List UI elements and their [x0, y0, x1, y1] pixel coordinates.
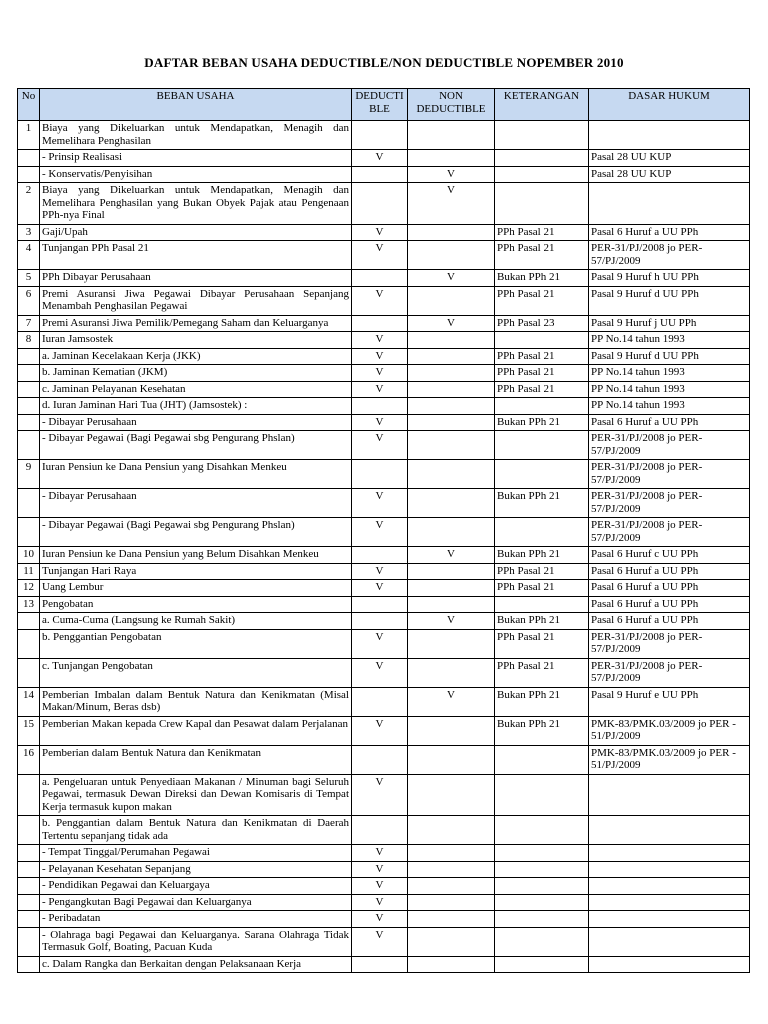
row-number [18, 894, 40, 911]
table-row [18, 431, 750, 460]
row-number [18, 398, 40, 415]
non-deductible-cell [408, 121, 495, 150]
keterangan-cell: PPh Pasal 21 [495, 563, 589, 580]
non-deductible-cell [408, 365, 495, 382]
non-deductible-cell [408, 878, 495, 895]
dasar-hukum-cell: Pasal 6 Huruf a UU PPh [589, 414, 750, 431]
dasar-hukum-cell: Pasal 9 Huruf h UU PPh [589, 270, 750, 287]
keterangan-cell: Bukan PPh 21 [495, 716, 589, 745]
dasar-hukum-cell: PP No.14 tahun 1993 [589, 332, 750, 349]
row-number: 13 [18, 596, 40, 613]
keterangan-cell: PPh Pasal 21 [495, 241, 589, 270]
keterangan-cell: PPh Pasal 21 [495, 381, 589, 398]
non-deductible-cell [408, 224, 495, 241]
deductible-cell: V [352, 241, 408, 270]
keterangan-cell [495, 150, 589, 167]
keterangan-cell [495, 816, 589, 845]
row-number [18, 911, 40, 928]
table-row [18, 716, 750, 745]
non-deductible-cell: V [408, 687, 495, 716]
beban-usaha-cell: Iuran Jamsostek [40, 332, 352, 349]
beban-usaha-cell: Gaji/Upah [40, 224, 352, 241]
dasar-hukum-cell: Pasal 9 Huruf j UU PPh [589, 315, 750, 332]
deductible-cell [352, 687, 408, 716]
dasar-hukum-cell [589, 956, 750, 973]
table-row [18, 414, 750, 431]
keterangan-cell [495, 460, 589, 489]
deductible-cell [352, 745, 408, 774]
row-number [18, 816, 40, 845]
non-deductible-cell [408, 241, 495, 270]
deductible-cell: V [352, 878, 408, 895]
row-number: 15 [18, 716, 40, 745]
beban-usaha-cell: - Tempat Tinggal/Perumahan Pegawai [40, 845, 352, 862]
row-number [18, 166, 40, 183]
beban-usaha-cell: - Dibayar Perusahaan [40, 414, 352, 431]
row-number [18, 878, 40, 895]
beban-usaha-cell: Pengobatan [40, 596, 352, 613]
dasar-hukum-cell [589, 894, 750, 911]
keterangan-cell [495, 121, 589, 150]
table-row [18, 547, 750, 564]
deductible-cell: V [352, 911, 408, 928]
table-row [18, 878, 750, 895]
keterangan-cell [495, 596, 589, 613]
deductible-cell: V [352, 365, 408, 382]
deductible-cell: V [352, 861, 408, 878]
row-number: 8 [18, 332, 40, 349]
beban-usaha-cell: Iuran Pensiun ke Dana Pensiun yang Belum Disahkan Menkeu [40, 547, 352, 564]
dasar-hukum-cell [589, 878, 750, 895]
dasar-hukum-cell: PMK-83/PMK.03/2009 jo PER - 51/PJ/2009 [589, 716, 750, 745]
non-deductible-cell [408, 460, 495, 489]
beban-usaha-cell: Tunjangan Hari Raya [40, 563, 352, 580]
deductible-cell [352, 183, 408, 225]
table-row [18, 596, 750, 613]
non-deductible-cell: V [408, 547, 495, 564]
deductible-cell [352, 270, 408, 287]
row-number [18, 489, 40, 518]
table-row [18, 911, 750, 928]
non-deductible-cell [408, 894, 495, 911]
dasar-hukum-cell [589, 183, 750, 225]
dasar-hukum-cell [589, 121, 750, 150]
keterangan-cell [495, 861, 589, 878]
table-row [18, 121, 750, 150]
table-body [18, 121, 750, 973]
dasar-hukum-cell: Pasal 9 Huruf e UU PPh [589, 687, 750, 716]
header-keterangan: KETERANGAN [495, 89, 589, 121]
non-deductible-cell [408, 431, 495, 460]
table-row [18, 270, 750, 287]
table-row [18, 286, 750, 315]
beban-usaha-cell: b. Penggantian Pengobatan [40, 629, 352, 658]
keterangan-cell [495, 956, 589, 973]
non-deductible-cell [408, 927, 495, 956]
header-deductible: DEDUCTI BLE [352, 89, 408, 121]
row-number [18, 774, 40, 816]
beban-usaha-cell: a. Cuma-Cuma (Langsung ke Rumah Sakit) [40, 613, 352, 630]
non-deductible-cell [408, 861, 495, 878]
non-deductible-cell [408, 332, 495, 349]
beban-usaha-cell: - Peribadatan [40, 911, 352, 928]
deductible-cell: V [352, 580, 408, 597]
beban-usaha-cell: - Konservatis/Penyisihan [40, 166, 352, 183]
beban-usaha-cell: PPh Dibayar Perusahaan [40, 270, 352, 287]
row-number [18, 861, 40, 878]
row-number: 7 [18, 315, 40, 332]
beban-usaha-cell: Pemberian Makan kepada Crew Kapal dan Pesawat dalam Perjalanan [40, 716, 352, 745]
keterangan-cell [495, 332, 589, 349]
table-row [18, 927, 750, 956]
deductible-cell [352, 166, 408, 183]
beban-usaha-cell: Pemberian dalam Bentuk Natura dan Kenikmatan [40, 745, 352, 774]
keterangan-cell [495, 745, 589, 774]
table-row [18, 365, 750, 382]
table-row [18, 150, 750, 167]
keterangan-cell: PPh Pasal 21 [495, 348, 589, 365]
deductible-cell: V [352, 845, 408, 862]
header-non-deductible: NON DEDUCTIBLE [408, 89, 495, 121]
row-number: 4 [18, 241, 40, 270]
deductible-cell [352, 816, 408, 845]
dasar-hukum-cell: PP No.14 tahun 1993 [589, 381, 750, 398]
table-row [18, 613, 750, 630]
dasar-hukum-cell: PER-31/PJ/2008 jo PER-57/PJ/2009 [589, 518, 750, 547]
beban-usaha-cell: - Prinsip Realisasi [40, 150, 352, 167]
keterangan-cell [495, 166, 589, 183]
deductible-cell: V [352, 658, 408, 687]
keterangan-cell: PPh Pasal 21 [495, 286, 589, 315]
deductible-cell: V [352, 774, 408, 816]
keterangan-cell: Bukan PPh 21 [495, 547, 589, 564]
beban-usaha-cell: - Pendidikan Pegawai dan Keluargaya [40, 878, 352, 895]
deductible-cell: V [352, 150, 408, 167]
row-number: 6 [18, 286, 40, 315]
table-row [18, 580, 750, 597]
deductible-cell [352, 956, 408, 973]
beban-usaha-cell: Biaya yang Dikeluarkan untuk Mendapatkan, Menagih dan Memelihara Penghasilan yang Bukan Obyek Pajak atau Pengenaan PPh-nya Final [40, 183, 352, 225]
deductible-cell: V [352, 381, 408, 398]
non-deductible-cell [408, 150, 495, 167]
beban-usaha-cell: b. Jaminan Kematian (JKM) [40, 365, 352, 382]
beban-usaha-cell: - Dibayar Perusahaan [40, 489, 352, 518]
beban-usaha-cell: Premi Asuransi Jiwa Pegawai Dibayar Perusahaan Sepanjang Menambah Penghasilan Pegawai [40, 286, 352, 315]
row-number [18, 629, 40, 658]
beban-usaha-cell: b. Penggantian dalam Bentuk Natura dan Kenikmatan di Daerah Tertentu sepanjang tidak ada [40, 816, 352, 845]
deductible-cell: V [352, 489, 408, 518]
table-header-row [18, 89, 750, 121]
table-row [18, 315, 750, 332]
table-row [18, 166, 750, 183]
keterangan-cell: PPh Pasal 23 [495, 315, 589, 332]
row-number [18, 845, 40, 862]
non-deductible-cell [408, 563, 495, 580]
non-deductible-cell [408, 745, 495, 774]
beban-usaha-cell: Premi Asuransi Jiwa Pemilik/Pemegang Saham dan Keluarganya [40, 315, 352, 332]
non-deductible-cell [408, 414, 495, 431]
row-number: 1 [18, 121, 40, 150]
non-deductible-cell [408, 286, 495, 315]
non-deductible-cell [408, 398, 495, 415]
table-row [18, 629, 750, 658]
table-row [18, 241, 750, 270]
non-deductible-cell [408, 580, 495, 597]
table-row [18, 687, 750, 716]
expense-table [17, 88, 750, 973]
deductible-cell [352, 121, 408, 150]
keterangan-cell [495, 894, 589, 911]
non-deductible-cell [408, 911, 495, 928]
row-number [18, 658, 40, 687]
non-deductible-cell [408, 348, 495, 365]
table-row [18, 845, 750, 862]
non-deductible-cell [408, 381, 495, 398]
dasar-hukum-cell: Pasal 6 Huruf a UU PPh [589, 596, 750, 613]
deductible-cell: V [352, 348, 408, 365]
deductible-cell: V [352, 224, 408, 241]
dasar-hukum-cell: PER-31/PJ/2008 jo PER-57/PJ/2009 [589, 431, 750, 460]
non-deductible-cell [408, 774, 495, 816]
non-deductible-cell [408, 489, 495, 518]
keterangan-cell: Bukan PPh 21 [495, 489, 589, 518]
table-row [18, 774, 750, 816]
table-row [18, 816, 750, 845]
deductible-cell [352, 460, 408, 489]
non-deductible-cell: V [408, 613, 495, 630]
keterangan-cell [495, 518, 589, 547]
header-beban-usaha: BEBAN USAHA [40, 89, 352, 121]
non-deductible-cell [408, 518, 495, 547]
keterangan-cell [495, 183, 589, 225]
row-number: 10 [18, 547, 40, 564]
beban-usaha-cell: d. Iuran Jaminan Hari Tua (JHT) (Jamsostek) : [40, 398, 352, 415]
table-row [18, 489, 750, 518]
table-row [18, 460, 750, 489]
row-number: 12 [18, 580, 40, 597]
table-row [18, 381, 750, 398]
table-row [18, 348, 750, 365]
row-number: 16 [18, 745, 40, 774]
non-deductible-cell [408, 658, 495, 687]
beban-usaha-cell: - Dibayar Pegawai (Bagi Pegawai sbg Pengurang Phslan) [40, 518, 352, 547]
keterangan-cell [495, 911, 589, 928]
non-deductible-cell: V [408, 183, 495, 225]
dasar-hukum-cell [589, 816, 750, 845]
keterangan-cell: PPh Pasal 21 [495, 580, 589, 597]
dasar-hukum-cell: PER-31/PJ/2008 jo PER-57/PJ/2009 [589, 460, 750, 489]
keterangan-cell: Bukan PPh 21 [495, 613, 589, 630]
non-deductible-cell [408, 845, 495, 862]
dasar-hukum-cell: Pasal 6 Huruf a UU PPh [589, 580, 750, 597]
deductible-cell [352, 315, 408, 332]
row-number [18, 365, 40, 382]
table-row [18, 658, 750, 687]
dasar-hukum-cell: Pasal 6 Huruf a UU PPh [589, 563, 750, 580]
table-row [18, 183, 750, 225]
row-number: 5 [18, 270, 40, 287]
dasar-hukum-cell: Pasal 28 UU KUP [589, 166, 750, 183]
row-number [18, 348, 40, 365]
deductible-cell: V [352, 414, 408, 431]
dasar-hukum-cell: Pasal 6 Huruf a UU PPh [589, 224, 750, 241]
non-deductible-cell [408, 629, 495, 658]
dasar-hukum-cell: PER-31/PJ/2008 jo PER-57/PJ/2009 [589, 629, 750, 658]
deductible-cell [352, 596, 408, 613]
non-deductible-cell [408, 716, 495, 745]
keterangan-cell: PPh Pasal 21 [495, 658, 589, 687]
table-row [18, 894, 750, 911]
row-number [18, 927, 40, 956]
header-no: No [18, 89, 40, 121]
dasar-hukum-cell: PMK-83/PMK.03/2009 jo PER - 51/PJ/2009 [589, 745, 750, 774]
non-deductible-cell [408, 816, 495, 845]
keterangan-cell: PPh Pasal 21 [495, 224, 589, 241]
keterangan-cell [495, 774, 589, 816]
row-number: 3 [18, 224, 40, 241]
beban-usaha-cell: a. Jaminan Kecelakaan Kerja (JKK) [40, 348, 352, 365]
keterangan-cell: Bukan PPh 21 [495, 414, 589, 431]
deductible-cell: V [352, 927, 408, 956]
header-dasar-hukum: DASAR HUKUM [589, 89, 750, 121]
deductible-cell: V [352, 332, 408, 349]
non-deductible-cell: V [408, 270, 495, 287]
dasar-hukum-cell [589, 845, 750, 862]
beban-usaha-cell: Tunjangan PPh Pasal 21 [40, 241, 352, 270]
non-deductible-cell [408, 956, 495, 973]
dasar-hukum-cell: Pasal 9 Huruf d UU PPh [589, 286, 750, 315]
table-row [18, 563, 750, 580]
deductible-cell [352, 547, 408, 564]
deductible-cell: V [352, 518, 408, 547]
dasar-hukum-cell [589, 861, 750, 878]
row-number [18, 956, 40, 973]
row-number [18, 518, 40, 547]
dasar-hukum-cell: PP No.14 tahun 1993 [589, 398, 750, 415]
table-row [18, 224, 750, 241]
row-number: 14 [18, 687, 40, 716]
keterangan-cell [495, 845, 589, 862]
row-number: 11 [18, 563, 40, 580]
row-number: 9 [18, 460, 40, 489]
keterangan-cell: PPh Pasal 21 [495, 629, 589, 658]
dasar-hukum-cell: PER-31/PJ/2008 jo PER-57/PJ/2009 [589, 658, 750, 687]
beban-usaha-cell: Pemberian Imbalan dalam Bentuk Natura dan Kenikmatan (Misal Makan/Minum, Beras dsb) [40, 687, 352, 716]
non-deductible-cell: V [408, 166, 495, 183]
beban-usaha-cell: a. Pengeluaran untuk Penyediaan Makanan / Minuman bagi Seluruh Pegawai, termasuk Dewan Direksi dan Dewan Komisaris di Tempat Kerja termasuk kupon makan [40, 774, 352, 816]
deductible-cell: V [352, 629, 408, 658]
row-number [18, 381, 40, 398]
dasar-hukum-cell: PER-31/PJ/2008 jo PER-57/PJ/2009 [589, 241, 750, 270]
non-deductible-cell: V [408, 315, 495, 332]
non-deductible-cell [408, 596, 495, 613]
deductible-cell [352, 398, 408, 415]
keterangan-cell: PPh Pasal 21 [495, 365, 589, 382]
beban-usaha-cell: - Pengangkutan Bagi Pegawai dan Keluarganya [40, 894, 352, 911]
beban-usaha-cell: - Olahraga bagi Pegawai dan Keluarganya. Sarana Olahraga Tidak Termasuk Golf, Boating, Pacuan Kuda [40, 927, 352, 956]
deductible-cell: V [352, 716, 408, 745]
dasar-hukum-cell: Pasal 9 Huruf d UU PPh [589, 348, 750, 365]
table-row [18, 956, 750, 973]
table-row [18, 861, 750, 878]
keterangan-cell [495, 398, 589, 415]
dasar-hukum-cell: Pasal 6 Huruf c UU PPh [589, 547, 750, 564]
dasar-hukum-cell [589, 774, 750, 816]
beban-usaha-cell: Biaya yang Dikeluarkan untuk Mendapatkan, Menagih dan Memelihara Penghasilan [40, 121, 352, 150]
document-title: DAFTAR BEBAN USAHA DEDUCTIBLE/NON DEDUCTIBLE NOPEMBER 2010 [144, 55, 624, 70]
keterangan-cell [495, 878, 589, 895]
row-number [18, 431, 40, 460]
dasar-hukum-cell [589, 911, 750, 928]
dasar-hukum-cell: Pasal 28 UU KUP [589, 150, 750, 167]
beban-usaha-cell: c. Dalam Rangka dan Berkaitan dengan Pelaksanaan Kerja [40, 956, 352, 973]
table-row [18, 518, 750, 547]
dasar-hukum-cell [589, 927, 750, 956]
deductible-cell: V [352, 286, 408, 315]
row-number: 2 [18, 183, 40, 225]
dasar-hukum-cell: PER-31/PJ/2008 jo PER-57/PJ/2009 [589, 489, 750, 518]
beban-usaha-cell: c. Tunjangan Pengobatan [40, 658, 352, 687]
deductible-cell: V [352, 894, 408, 911]
deductible-cell: V [352, 563, 408, 580]
beban-usaha-cell: c. Jaminan Pelayanan Kesehatan [40, 381, 352, 398]
row-number [18, 150, 40, 167]
deductible-cell [352, 613, 408, 630]
keterangan-cell: Bukan PPh 21 [495, 270, 589, 287]
keterangan-cell: Bukan PPh 21 [495, 687, 589, 716]
deductible-cell: V [352, 431, 408, 460]
dasar-hukum-cell: Pasal 6 Huruf a UU PPh [589, 613, 750, 630]
row-number [18, 613, 40, 630]
beban-usaha-cell: Uang Lembur [40, 580, 352, 597]
beban-usaha-cell: - Pelayanan Kesehatan Sepanjang [40, 861, 352, 878]
beban-usaha-cell: Iuran Pensiun ke Dana Pensiun yang Disahkan Menkeu [40, 460, 352, 489]
keterangan-cell [495, 431, 589, 460]
dasar-hukum-cell: PP No.14 tahun 1993 [589, 365, 750, 382]
row-number [18, 414, 40, 431]
table-row [18, 332, 750, 349]
keterangan-cell [495, 927, 589, 956]
table-row [18, 745, 750, 774]
table-row [18, 398, 750, 415]
beban-usaha-cell: - Dibayar Pegawai (Bagi Pegawai sbg Pengurang Phslan) [40, 431, 352, 460]
